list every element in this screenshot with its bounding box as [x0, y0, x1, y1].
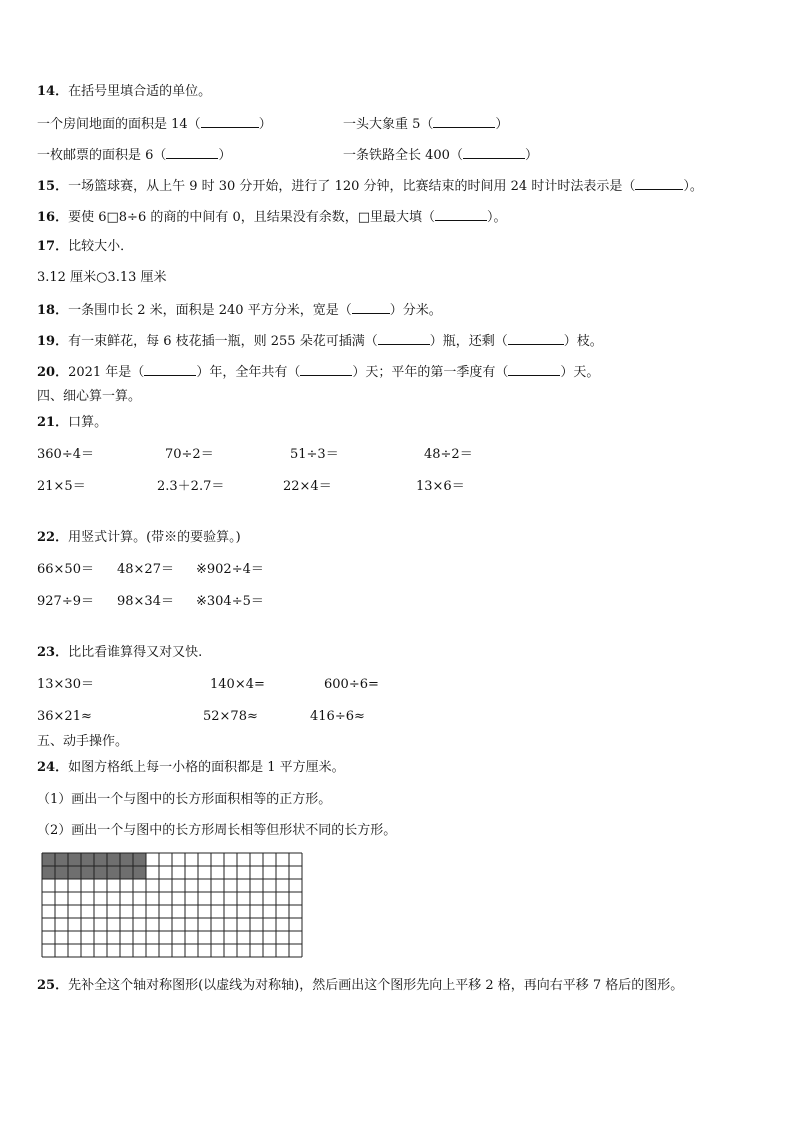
q14-number: 14．	[37, 84, 69, 99]
q23-expr: 52×78≈	[203, 709, 258, 724]
answer-blank[interactable]	[635, 177, 683, 190]
q24-sub-1: （1）画出一个与图中的长方形面积相等的正方形。	[37, 792, 332, 807]
answer-blank[interactable]	[508, 363, 560, 376]
q20	[37, 363, 599, 381]
q16-text: 要使 6□8÷6 的商的中间有 0，且结果没有余数，□里最大填（	[68, 210, 436, 225]
q23-header	[37, 645, 202, 661]
q19-mid: ）瓶，还剩（	[429, 334, 508, 349]
q21-number: 21．	[37, 415, 69, 430]
q25	[37, 978, 683, 994]
q18-close: ）分米。	[389, 303, 442, 318]
q16	[37, 208, 507, 226]
q14-item-4	[343, 146, 538, 164]
q19-number: 19．	[37, 334, 69, 349]
q21-expr: 22×4＝	[283, 479, 332, 494]
q25-number: 25．	[37, 978, 69, 993]
q21-expr: 70÷2＝	[165, 447, 214, 462]
q23-expr: 416÷6≈	[310, 709, 365, 724]
q17-text: 比较大小．	[68, 239, 134, 254]
answer-blank[interactable]	[300, 363, 352, 376]
q25-text: 先补全这个轴对称图形(以虚线为对称轴)，然后画出这个图形先向上平移 2 格，再向右平移 7 格后的图形。	[68, 978, 684, 993]
q20-number: 20．	[37, 365, 69, 380]
q14-item-3-text: 一枚邮票的面积是 6（	[37, 148, 167, 163]
answer-blank[interactable]	[435, 208, 487, 221]
q19-text: 有一束鲜花，每 6 枝花插一瓶，则 255 朵花可插满（	[68, 334, 378, 349]
q17-number: 17．	[37, 239, 69, 254]
q16-number: 16．	[37, 210, 69, 225]
q14-header	[37, 84, 211, 100]
answer-blank[interactable]	[352, 301, 390, 314]
square-grid-paper[interactable]	[41, 852, 303, 959]
q23-expr: 13×30＝	[37, 677, 94, 692]
q18-number: 18．	[37, 303, 69, 318]
q14-item-2-text: 一头大象重 5（	[343, 117, 434, 132]
q21-expr: 51÷3＝	[290, 447, 339, 462]
q20-mid2: ）天；平年的第一季度有（	[352, 365, 509, 380]
q19-close: ）枝。	[563, 334, 603, 349]
q21-expr: 2.3＋2.7＝	[157, 479, 225, 494]
q24-header	[37, 760, 345, 776]
q14-item-3	[37, 146, 231, 164]
q24-text: 如图方格纸上每一小格的面积都是 1 平方厘米。	[68, 760, 345, 775]
answer-blank[interactable]	[433, 115, 495, 128]
answer-blank[interactable]	[463, 146, 525, 159]
q17-compare: 3.12 厘米○3.13 厘米	[37, 270, 167, 285]
q14-item-1-text: 一个房间地面的面积是 14（	[37, 117, 201, 132]
q23-expr: 36×21≈	[37, 709, 92, 724]
q22-expr: 66×50＝	[37, 562, 94, 577]
q14-item-4-close: ）	[524, 148, 538, 163]
answer-blank[interactable]	[144, 363, 196, 376]
q22-expr: ※304÷5＝	[196, 594, 264, 609]
q15-number: 15．	[37, 179, 69, 194]
q20-text: 2021 年是（	[68, 365, 145, 380]
q23-expr: 140×4=	[210, 677, 265, 692]
q24-sub-2: （2）画出一个与图中的长方形周长相等但形状不同的长方形。	[37, 823, 397, 838]
q20-mid1: ）年，全年共有（	[196, 365, 301, 380]
q22-expr: 98×34＝	[117, 594, 174, 609]
q22-expr: 927÷9＝	[37, 594, 94, 609]
answer-blank[interactable]	[508, 332, 564, 345]
q23-text: 比比看谁算得又对又快.	[68, 645, 203, 660]
answer-blank[interactable]	[166, 146, 218, 159]
q16-close: ）。	[487, 210, 507, 225]
q22-header	[37, 530, 241, 546]
q14-item-4-text: 一条铁路全长 400（	[343, 148, 463, 163]
q14-text: 在括号里填合适的单位。	[68, 84, 212, 99]
q17-header	[37, 239, 133, 255]
q21-expr: 360÷4＝	[37, 447, 94, 462]
q22-expr: 48×27＝	[117, 562, 174, 577]
section-5-heading: 五、动手操作。	[37, 734, 129, 749]
q15-close: ）。	[683, 179, 703, 194]
q21-expr: 21×5＝	[37, 479, 86, 494]
q21-header	[37, 415, 107, 431]
q23-number: 23．	[37, 645, 69, 660]
answer-blank[interactable]	[378, 332, 430, 345]
q21-expr: 13×6＝	[416, 479, 465, 494]
answer-blank[interactable]	[201, 115, 259, 128]
q18	[37, 301, 442, 319]
q15-text: 一场篮球赛，从上午 9 时 30 分开始，进行了 120 分钟，比赛结束的时间用 24 时计时法表示是（	[68, 179, 636, 194]
q14-item-3-close: ）	[218, 148, 232, 163]
q22-text: 用竖式计算。(带※的要验算。)	[68, 530, 241, 545]
q20-close: ）天。	[560, 365, 600, 380]
q14-item-2-close: ）	[495, 117, 509, 132]
q22-number: 22．	[37, 530, 69, 545]
q14-item-1	[37, 115, 272, 133]
q24-number: 24．	[37, 760, 69, 775]
q15	[37, 177, 703, 195]
section-4-heading: 四、细心算一算。	[37, 389, 142, 404]
q14-item-1-close: ）	[258, 117, 272, 132]
q22-expr: ※902÷4＝	[196, 562, 264, 577]
q21-text: 口算。	[68, 415, 108, 430]
q23-expr: 600÷6=	[324, 677, 379, 692]
q14-item-2	[343, 115, 508, 133]
q21-expr: 48÷2＝	[424, 447, 473, 462]
q18-text: 一条围巾长 2 米，面积是 240 平方分米，宽是（	[68, 303, 352, 318]
q19	[37, 332, 603, 350]
